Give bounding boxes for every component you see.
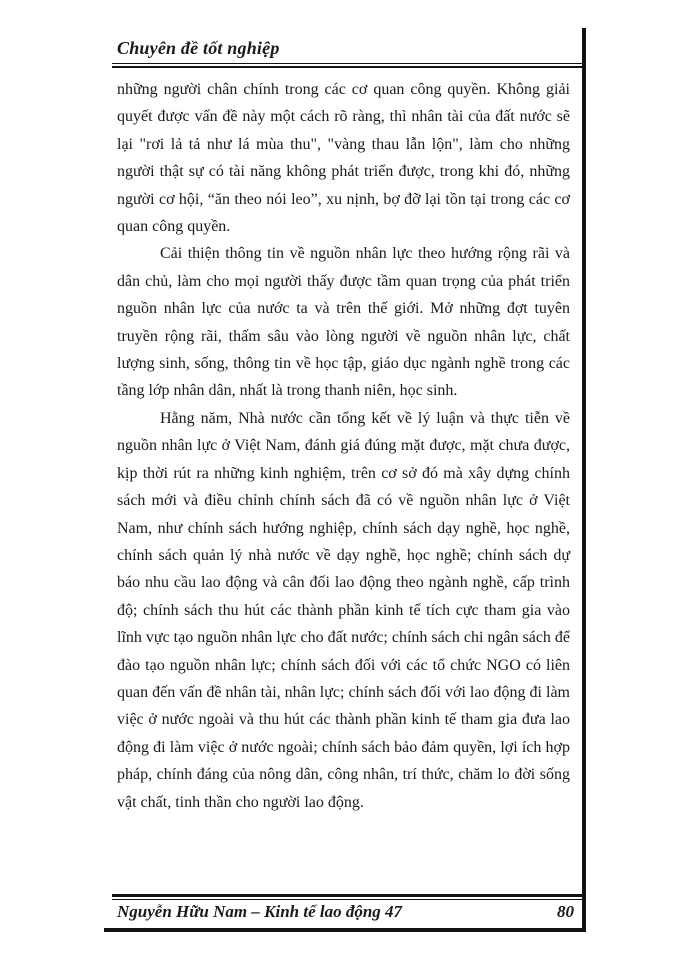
header-title: Chuyên đề tốt nghiệp [117, 38, 280, 58]
paragraph-3: Hằng năm, Nhà nước cần tổng kết về lý luận và thực tiễn về nguồn nhân lực ở Việt Nam, đánh giá đúng mặt được, mặt chưa được, kịp thời rút ra những kinh nghiệm, trên cơ sở đó mà xây dựng chính sách mới và điều chỉnh chính sách đã có về nguồn nhân lực ở Việt Nam, như chính sách hướng nghiệp, chính sách dạy nghề, học nghề, chính sách quản lý nhà nước về dạy nghề, học nghề; chính sách dự báo nhu cầu lao động và cân đối lao động theo ngành nghề, cấp trình độ; chính sách thu hút các thành phần kinh tế tích cực tham gia vào lĩnh vực tạo nguồn nhân lực cho đất nước; chính sách chi ngân sách để đào tạo nguồn nhân lực; chính sách đối với các tổ chức NGO có liên quan đến vấn đề nhân tài, nhân lực; chính sách đối với lao động đi làm việc ở nước ngoài và thu hút các thành phần kinh tế tham gia đưa lao động đi làm việc ở nước ngoài; chính sách bảo đảm quyền, lợi ích hợp pháp, chính đáng của nông dân, công nhân, trí thức, chăm lo đời sống vật chất, tinh thần cho người lao động. [117, 409, 571, 811]
footer-author: Nguyễn Hữu Nam – Kinh tế lao động 47 [117, 902, 403, 921]
page-number: 80 [557, 902, 574, 921]
header-rule-thick [112, 66, 582, 68]
body-text [117, 76, 570, 816]
header-rule [112, 63, 582, 64]
footer-rule [112, 899, 582, 900]
footer-rule-thick [112, 894, 582, 897]
paragraph-2: Cải thiện thông tin về nguồn nhân lực theo hướng rộng rãi và dân chủ, làm cho mọi người thấy được tầm quan trọng của phát triển nguồn nhân lực của nước ta và trên thế giới. Mở những đợt tuyên truyền rộng rãi, thấm sâu vào lòng người về nguồn nhân lực, chất lượng sinh, sống, thông tin về học tập, giáo dục ngành nghề trong các tầng lớp nhân dân, nhất là trong thanh niên, học sinh. [117, 245, 570, 400]
paragraph-1: những người chân chính trong các cơ quan công quyền. Không giải quyết được vấn đề này một cách rõ ràng, thì nhân tài của đất nước sẽ lại "rơi lả tả như lá mùa thu", "vàng thau lẫn lộn", làm cho những người thật sự có tài năng không phát triển được, trong khi đó, những người cơ hội, “ăn theo nói leo”, xu nịnh, bợ đỡ lại tồn tại trong các cơ quan công quyền. [117, 81, 570, 236]
